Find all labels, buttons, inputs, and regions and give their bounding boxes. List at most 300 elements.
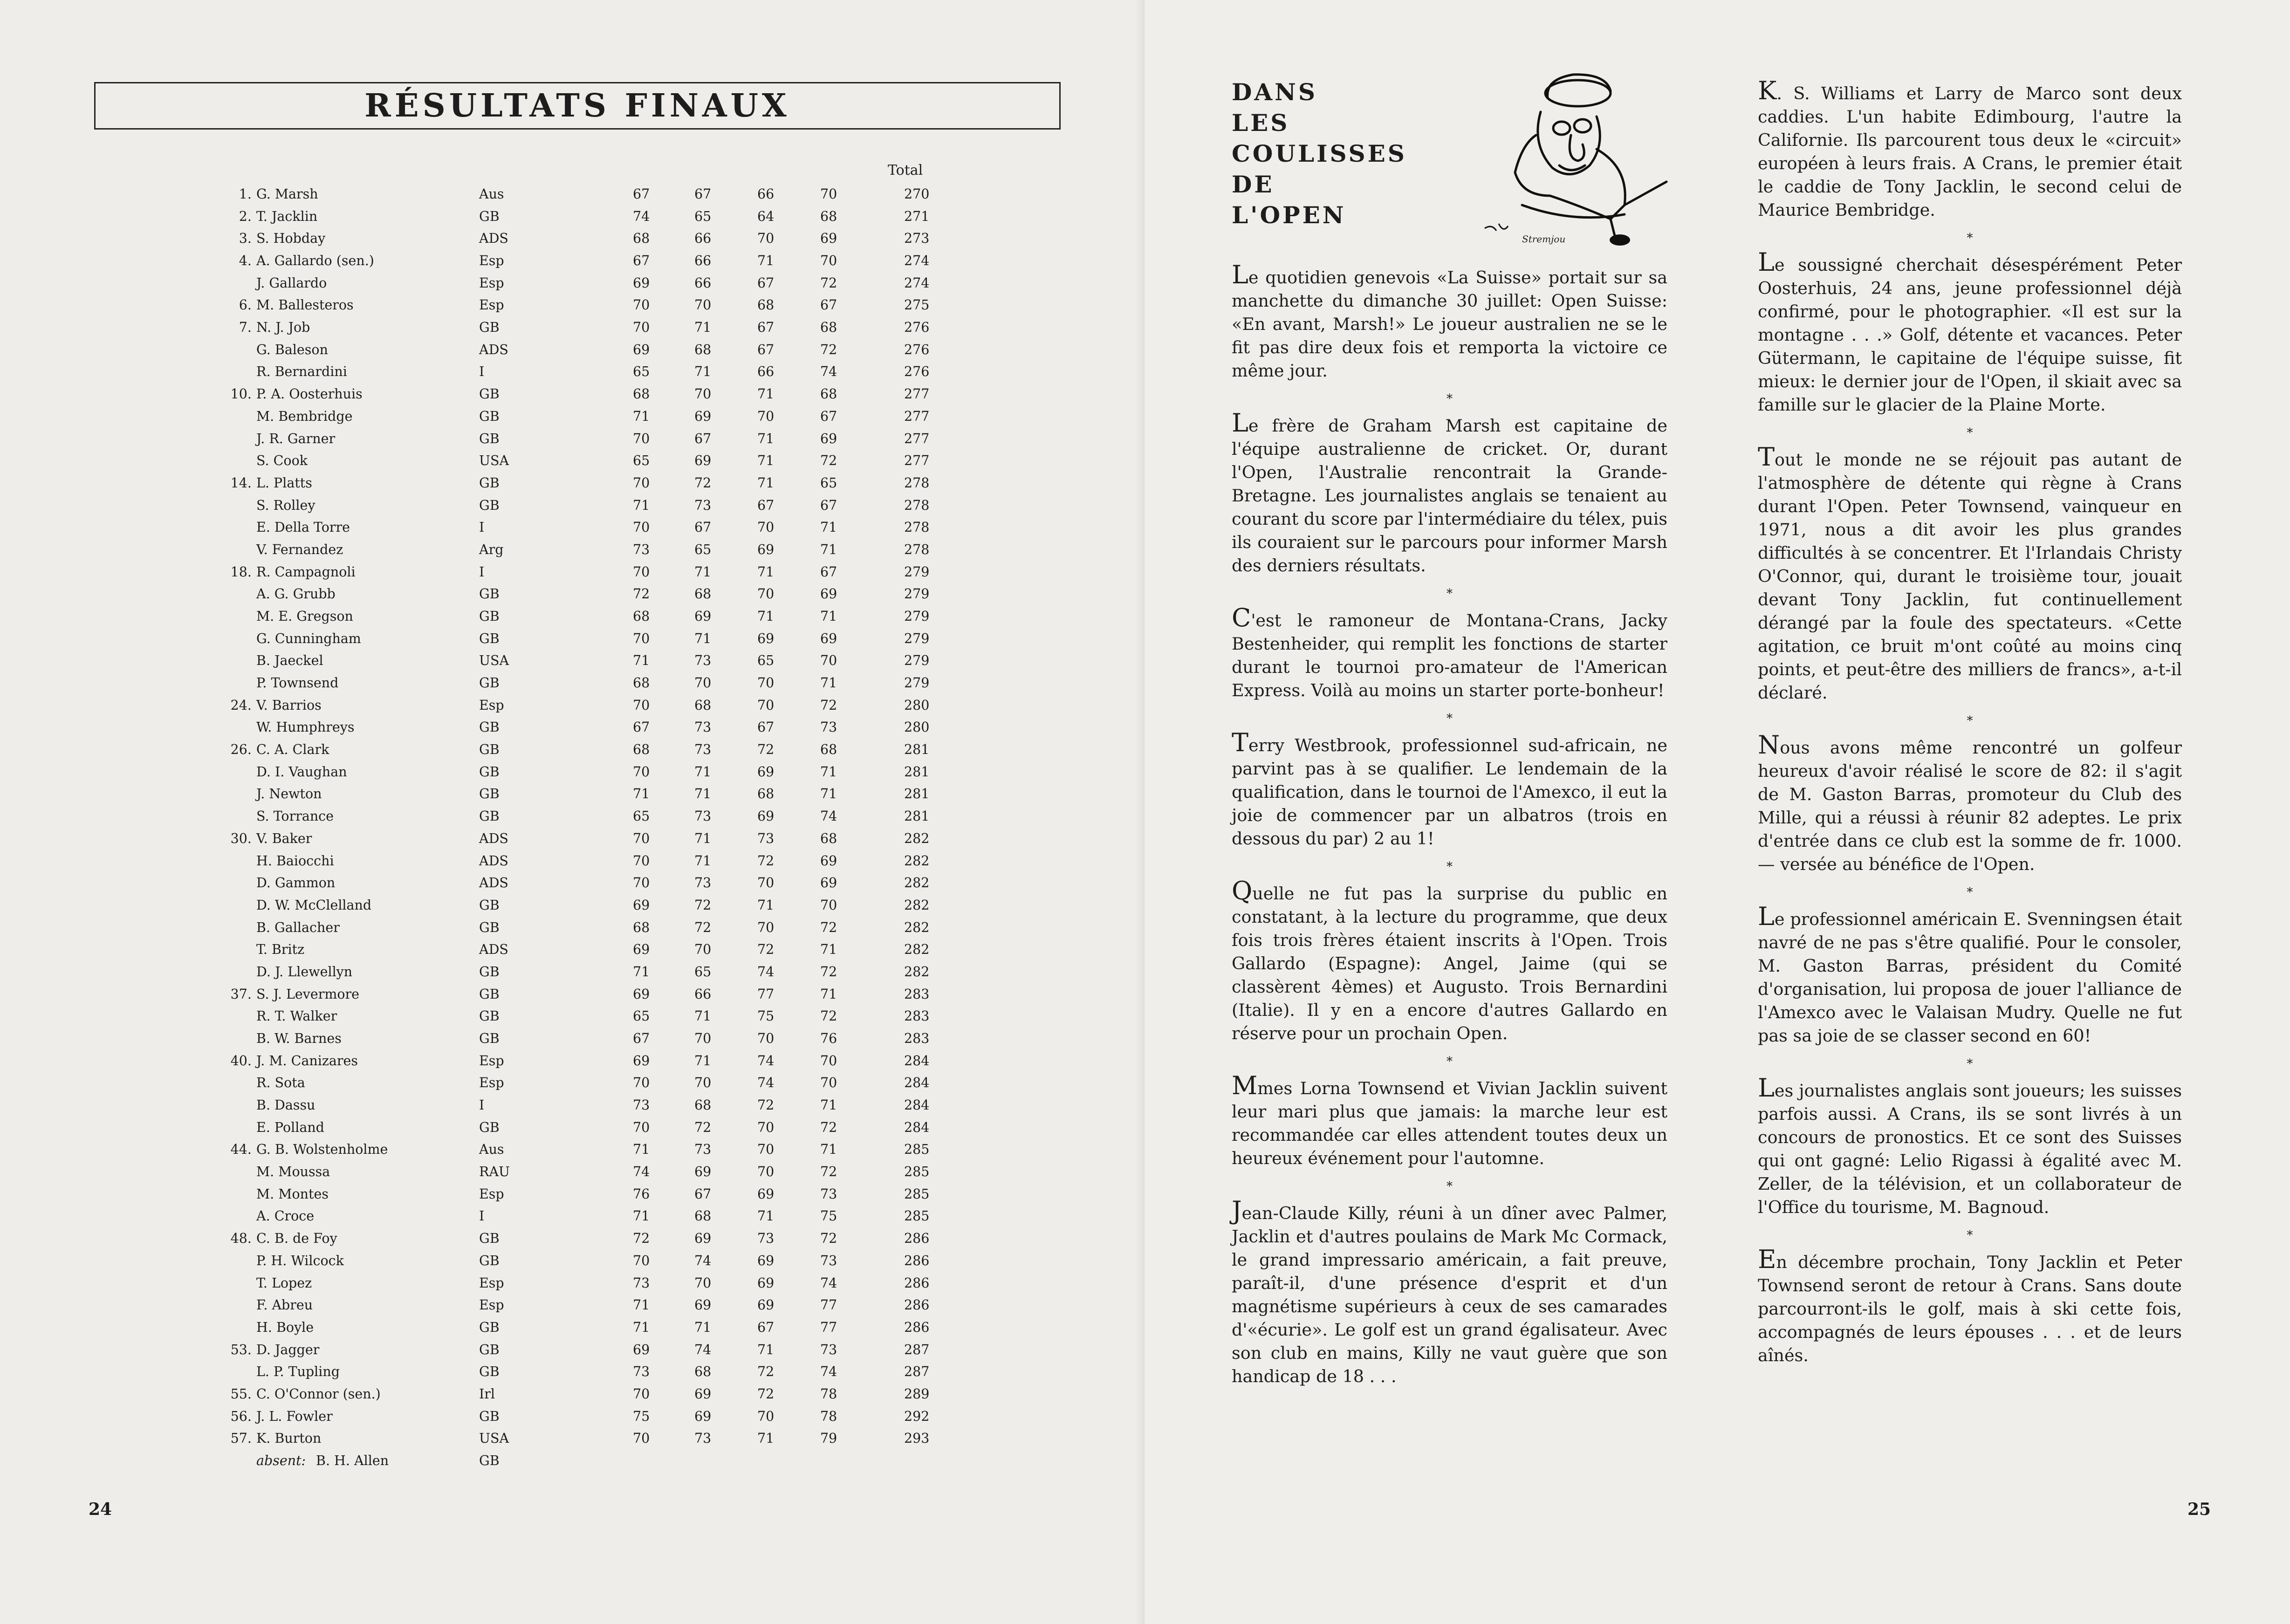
results-cell-total: 284 [904, 1053, 930, 1069]
results-cell-r4: 76 [820, 1031, 837, 1046]
results-cell-r4: 77 [820, 1319, 837, 1335]
results-cell-total: 278 [904, 520, 930, 535]
paragraph-initial: L [1232, 260, 1248, 289]
results-cell-country: GB [479, 986, 500, 1002]
paragraph-initial: K [1758, 76, 1777, 105]
results-cell-name: L. Platts [256, 475, 312, 491]
results-cell-r2: 71 [694, 1008, 712, 1024]
results-cell-r4: 70 [820, 186, 837, 202]
results-cell-r1: 71 [633, 653, 650, 669]
results-cell-r1: 69 [633, 1053, 650, 1069]
paragraph-text: uelle ne fut pas la surprise du public en constatant, à la lecture du programme, que deux fois trois frères étaient inscrits à l'Open. Trois Gallardo (Espagne): Angel, Jaime (qui se classèrent 4èmes) et Augusto. Trois Bernardini (Italie). Il y en a encore d'autres Gallardo en réserve pour un prochain Open. [1232, 884, 1667, 1043]
results-cell-r3: 72 [757, 1364, 775, 1380]
paragraph-text: mes Lorna Townsend et Vivian Jacklin suivent leur mari plus que jamais: la marche leur est recommandée car elles attendent toutes deux un heureux événement pour l'automne. [1232, 1078, 1667, 1168]
results-cell-r3: 71 [757, 897, 775, 913]
article-column-right [1758, 76, 2182, 1376]
results-cell-r2: 73 [694, 742, 712, 758]
results-cell-r2: 68 [694, 586, 712, 602]
results-cell-total: 277 [904, 431, 930, 446]
results-cell-name: G. Baleson [256, 342, 328, 357]
results-cell-country: GB [479, 475, 500, 491]
results-cell-r2: 69 [694, 408, 712, 424]
results-cell-r3: 71 [757, 564, 775, 580]
separator-star: * [1967, 885, 1973, 899]
results-cell-r3: 70 [757, 520, 775, 535]
results-cell-r4: 71 [820, 1142, 837, 1158]
results-cell-r4: 72 [820, 964, 837, 980]
results-cell-r3: 69 [757, 1275, 775, 1291]
results-cell-total: 286 [904, 1231, 930, 1247]
results-cell-country: Esp [479, 1075, 504, 1091]
results-cell-r1: 65 [633, 809, 650, 824]
results-cell-name: R. Campagnoli [256, 564, 356, 580]
results-cell-r4: 67 [820, 497, 837, 513]
results-cell-country: ADS [479, 875, 508, 891]
results-cell-name: M. Montes [256, 1186, 329, 1202]
paragraph-initial: M [1232, 1071, 1258, 1100]
results-cell-r2: 71 [694, 564, 712, 580]
results-cell-total: 279 [904, 586, 930, 602]
results-cell-r1: 71 [633, 964, 650, 980]
results-cell-r4: 68 [820, 742, 837, 758]
article-paragraph [1232, 1196, 1667, 1388]
results-cell-country: GB [479, 1319, 500, 1335]
results-cell-country: I [479, 520, 485, 535]
results-cell-r1: 72 [633, 1231, 650, 1247]
results-cell-r2: 70 [694, 1075, 712, 1091]
results-cell-country: GB [479, 1342, 500, 1357]
results-cell-name: S. Cook [256, 453, 308, 469]
results-cell-total: 276 [904, 342, 930, 357]
results-cell-r2: 67 [694, 186, 712, 202]
results-cell-country: GB [479, 497, 500, 513]
results-cell-total: 276 [904, 320, 930, 336]
results-cell-total: 284 [904, 1075, 930, 1091]
results-cell-r1: 65 [633, 453, 650, 469]
results-cell-country: Aus [479, 186, 504, 202]
results-cell-r2: 69 [694, 1386, 712, 1402]
results-cell-country: USA [479, 653, 509, 669]
results-cell-r2: 73 [694, 1431, 712, 1446]
results-cell-country: Esp [479, 275, 504, 291]
results-cell-name: T. Lopez [256, 1275, 312, 1291]
results-cell-r3: 67 [757, 342, 775, 357]
results-cell-name: C. A. Clark [256, 742, 329, 758]
results-cell-name: G. Cunningham [256, 630, 361, 646]
results-cell-country: GB [479, 1364, 500, 1380]
section-title-line: DE [1232, 171, 1275, 198]
results-cell-r3: 67 [757, 320, 775, 336]
separator-star: * [1967, 426, 1973, 440]
results-cell-total: 275 [904, 297, 930, 313]
separator-star: * [1967, 231, 1973, 245]
results-cell-r3: 71 [757, 609, 775, 624]
results-cell-r3: 70 [757, 1142, 775, 1158]
results-cell-r4: 67 [820, 297, 837, 313]
results-cell-total: 286 [904, 1297, 930, 1313]
results-cell-country: GB [479, 1119, 500, 1135]
results-cell-country: Esp [479, 697, 504, 713]
results-cell-r1: 72 [633, 586, 650, 602]
absent-name: B. H. Allen [316, 1453, 389, 1468]
results-cell-r1: 73 [633, 1364, 650, 1380]
results-cell-r1: 68 [633, 919, 650, 935]
results-cell-r3: 70 [757, 697, 775, 713]
results-cell-r4: 74 [820, 364, 837, 380]
results-cell-r4: 72 [820, 453, 837, 469]
results-cell-name: R. T. Walker [256, 1008, 337, 1024]
paragraph-text: erry Westbrook, professionnel sud-africain, ne parvint pas à se qualifier. Le lendemain de la qualification, dans le tournoi de l'Amexco, il eut la joie de commencer par un albatros (trois en dessous du par) 2 au 1! [1232, 735, 1667, 849]
total-column-header: Total [888, 162, 923, 178]
results-cell-r4: 73 [820, 1342, 837, 1357]
results-cell-r1: 70 [633, 520, 650, 535]
results-cell-r2: 73 [694, 497, 712, 513]
results-cell-total: 279 [904, 630, 930, 646]
results-cell-r1: 68 [633, 675, 650, 691]
results-cell-r3: 70 [757, 1408, 775, 1424]
results-cell-total: 279 [904, 653, 930, 669]
article-paragraph [1758, 247, 2182, 417]
results-cell-total: 282 [904, 853, 930, 869]
article-column-middle [1232, 260, 1667, 1397]
results-cell-name: V. Baker [256, 830, 312, 846]
results-cell-r1: 69 [633, 897, 650, 913]
section-title-line: DANS [1232, 78, 1317, 106]
results-cell-r1: 70 [633, 320, 650, 336]
results-cell-name: A. Gallardo (sen.) [256, 253, 374, 269]
article-paragraph [1758, 1073, 2182, 1219]
results-cell-name: B. W. Barnes [256, 1031, 342, 1046]
results-cell-r4: 71 [820, 1097, 837, 1113]
article-paragraph [1758, 1245, 2182, 1367]
results-cell-r3: 68 [757, 786, 775, 802]
results-cell-r3: 73 [757, 1231, 775, 1247]
results-cell-r1: 74 [633, 208, 650, 224]
results-cell-r3: 70 [757, 1164, 775, 1180]
results-cell-r1: 70 [633, 875, 650, 891]
results-cell-r3: 66 [757, 186, 775, 202]
results-cell-r3: 64 [757, 208, 775, 224]
separator-star: * [1447, 860, 1453, 874]
paragraph-text: n décembre prochain, Tony Jacklin et Peter Townsend seront de retour à Crans. Sans doute parcourront-ils le golf, mais à ski cette fois, accompagnés de leurs épouses . . . et de leurs aînés. [1758, 1252, 2182, 1365]
results-cell-name: D. Gammon [256, 875, 336, 891]
results-cell-r1: 70 [633, 564, 650, 580]
results-cell-r4: 69 [820, 853, 837, 869]
results-cell-name: P. A. Oosterhuis [256, 386, 363, 402]
results-cell-r3: 72 [757, 742, 775, 758]
results-cell-r3: 69 [757, 1297, 775, 1313]
paragraph-text: . S. Williams et Larry de Marco sont deux caddies. L'un habite Edimbourg, l'autre la Californie. Ils parcourent tous deux le «circuit» européen à leurs frais. A Crans, le premier était le caddie de Tony Jacklin, le second celui de Maurice Bembridge. [1758, 83, 2182, 220]
results-cell-r3: 74 [757, 964, 775, 980]
illustration-signature: Stremjou [1522, 233, 1566, 245]
results-cell-name: R. Bernardini [256, 364, 347, 380]
results-cell-name: B. Dassu [256, 1097, 315, 1113]
results-cell-r1: 73 [633, 1275, 650, 1291]
results-cell-r1: 70 [633, 630, 650, 646]
results-cell-country: Esp [479, 1186, 504, 1202]
results-cell-total: 279 [904, 564, 930, 580]
results-cell-total: 281 [904, 764, 930, 780]
results-cell-r4: 69 [820, 586, 837, 602]
results-cell-country: USA [479, 1431, 509, 1446]
results-cell-r2: 73 [694, 653, 712, 669]
results-cell-r4: 65 [820, 475, 837, 491]
results-cell-r2: 74 [694, 1342, 712, 1357]
results-cell-r1: 68 [633, 231, 650, 247]
article-paragraph [1232, 728, 1667, 850]
results-cell-r1: 70 [633, 853, 650, 869]
results-cell-r4: 72 [820, 1119, 837, 1135]
results-cell-r3: 69 [757, 809, 775, 824]
section-title-line: L'OPEN [1232, 201, 1346, 229]
results-cell-name: J. R. Garner [256, 431, 336, 446]
results-cell-name: K. Burton [256, 1431, 322, 1446]
article-paragraph [1758, 902, 2182, 1048]
results-cell-r1: 71 [633, 786, 650, 802]
results-cell-r2: 72 [694, 475, 712, 491]
results-cell-country: GB [479, 1253, 500, 1268]
results-cell-r4: 70 [820, 897, 837, 913]
results-cell-r3: 71 [757, 386, 775, 402]
results-cell-country: GB [479, 786, 500, 802]
results-cell-country: I [479, 564, 485, 580]
results-cell-total: 289 [904, 1386, 930, 1402]
results-cell-r1: 70 [633, 764, 650, 780]
results-cell-r4: 67 [820, 564, 837, 580]
results-cell-r1: 69 [633, 342, 650, 357]
results-cell-r3: 74 [757, 1075, 775, 1091]
results-cell-r3: 69 [757, 764, 775, 780]
results-cell-r1: 76 [633, 1186, 650, 1202]
separator-star: * [1967, 714, 1973, 728]
results-cell-country: GB [479, 675, 500, 691]
results-cell-total: 293 [904, 1431, 930, 1446]
results-cell-r2: 65 [694, 208, 712, 224]
results-cell-r4: 75 [820, 1208, 837, 1224]
results-cell-name: A. Croce [256, 1208, 315, 1224]
results-cell-total: 280 [904, 697, 930, 713]
results-cell-rank: 44. [230, 1142, 252, 1158]
results-cell-rank: 18. [230, 564, 252, 580]
results-cell-country: GB [479, 609, 500, 624]
results-cell-r2: 67 [694, 520, 712, 535]
paragraph-initial: T [1232, 728, 1249, 757]
results-cell-r4: 72 [820, 919, 837, 935]
separator-star: * [1447, 1179, 1453, 1193]
results-cell-total: 280 [904, 719, 930, 735]
paragraph-initial: N [1758, 730, 1780, 760]
separator-star: * [1447, 392, 1453, 406]
results-cell-r4: 73 [820, 1186, 837, 1202]
results-cell-r3: 69 [757, 541, 775, 557]
results-title: RÉSULTATS FINAUX [94, 82, 1061, 130]
results-cell-country: GB [479, 630, 500, 646]
results-cell-total: 278 [904, 475, 930, 491]
results-cell-r4: 71 [820, 675, 837, 691]
article-paragraph [1232, 603, 1667, 702]
results-cell-r2: 67 [694, 1186, 712, 1202]
results-cell-r2: 72 [694, 897, 712, 913]
right-page [1145, 0, 2290, 1624]
results-cell-country: I [479, 364, 485, 380]
results-cell-name: D. I. Vaughan [256, 764, 347, 780]
separator-star: * [1447, 587, 1453, 601]
results-cell-total: 284 [904, 1097, 930, 1113]
results-cell-name: P. H. Wilcock [256, 1253, 344, 1268]
article-paragraph [1232, 876, 1667, 1045]
results-cell-r2: 71 [694, 764, 712, 780]
results-cell-country: GB [479, 897, 500, 913]
results-cell-name: S. J. Levermore [256, 986, 360, 1002]
results-cell-name: L. P. Tupling [256, 1364, 340, 1380]
results-cell-r1: 67 [633, 1031, 650, 1046]
results-cell-name: M. Bembridge [256, 408, 353, 424]
results-cell-country: GB [479, 386, 500, 402]
results-cell-total: 274 [904, 275, 930, 291]
results-cell-r2: 69 [694, 1408, 712, 1424]
results-cell-r4: 71 [820, 541, 837, 557]
article-paragraph [1232, 408, 1667, 577]
paragraph-initial: C [1232, 603, 1251, 632]
results-cell-name: M. Ballesteros [256, 297, 354, 313]
results-cell-r3: 68 [757, 297, 775, 313]
results-cell-r4: 68 [820, 320, 837, 336]
paragraph-initial: J [1232, 1196, 1242, 1225]
results-cell-name: H. Boyle [256, 1319, 314, 1335]
results-cell-r2: 70 [694, 1031, 712, 1046]
results-cell-r4: 77 [820, 1297, 837, 1313]
results-cell-r2: 73 [694, 719, 712, 735]
results-cell-r4: 70 [820, 653, 837, 669]
results-cell-rank: 57. [230, 1431, 252, 1446]
paragraph-text: ous avons même rencontré un golfeur heureux d'avoir réalisé le score de 82: il s'agit de M. Gaston Barras, promoteur du Club des Mille, qui a réussi à réunir 82 adeptes. Le prix d'entrée dans ce club est la somme de fr. 1000.— versée au bénéfice de l'Open. [1758, 738, 2182, 874]
results-cell-rank: 6. [239, 297, 252, 313]
results-cell-r1: 70 [633, 697, 650, 713]
results-cell-name: S. Rolley [256, 497, 315, 513]
results-cell-rank: 14. [230, 475, 252, 491]
results-cell-name: D. J. Llewellyn [256, 964, 353, 980]
results-cell-country: I [479, 1208, 485, 1224]
results-cell-r2: 66 [694, 253, 712, 269]
results-cell-total: 276 [904, 364, 930, 380]
results-cell-country: GB [479, 719, 500, 735]
results-cell-country: Esp [479, 253, 504, 269]
results-cell-r1: 69 [633, 986, 650, 1002]
results-cell-name: T. Jacklin [256, 208, 318, 224]
section-title-line: LES [1232, 109, 1290, 137]
results-cell-total: 285 [904, 1142, 930, 1158]
results-cell-country: USA [479, 453, 509, 469]
results-cell-rank: 10. [230, 386, 252, 402]
results-cell-r1: 67 [633, 719, 650, 735]
separator-star: * [1447, 1055, 1453, 1069]
results-cell-r1: 73 [633, 1097, 650, 1113]
results-cell-r4: 69 [820, 875, 837, 891]
results-cell-total: 284 [904, 1119, 930, 1135]
paragraph-initial: E [1758, 1245, 1776, 1274]
results-cell-r3: 69 [757, 630, 775, 646]
results-cell-r2: 68 [694, 1097, 712, 1113]
results-cell-total: 274 [904, 253, 930, 269]
results-cell-r2: 71 [694, 786, 712, 802]
results-cell-r4: 74 [820, 1275, 837, 1291]
results-cell-r1: 69 [633, 275, 650, 291]
results-cell-total: 282 [904, 942, 930, 958]
results-cell-r2: 65 [694, 541, 712, 557]
results-cell-name: E. Polland [256, 1119, 324, 1135]
paragraph-initial: Q [1232, 876, 1253, 905]
results-cell-r2: 70 [694, 942, 712, 958]
results-cell-r1: 67 [633, 253, 650, 269]
results-cell-r3: 70 [757, 675, 775, 691]
results-cell-r3: 75 [757, 1008, 775, 1024]
results-cell-rank: 53. [230, 1342, 252, 1357]
results-cell-country: ADS [479, 830, 508, 846]
paragraph-text: e soussigné cherchait désespérément Peter Oosterhuis, 24 ans, jeune professionnel déjà confirmé, pour le photographier. «Il est sur la montagne . . .» Golf, détente et vacances. Peter Gütermann, le capitaine de l'équipe suisse, fit mieux: le dernier jour de l'Open, il skiait avec sa famille sur le glacier de la Plaine Morte. [1758, 255, 2182, 415]
article-paragraph [1232, 1071, 1667, 1170]
results-cell-name: C. B. de Foy [256, 1231, 337, 1247]
results-cell-total: 285 [904, 1164, 930, 1180]
results-cell-rank: 37. [230, 986, 252, 1002]
results-cell-r2: 70 [694, 1275, 712, 1291]
results-cell-r3: 66 [757, 364, 775, 380]
results-cell-country: Esp [479, 1297, 504, 1313]
results-cell-country: ADS [479, 942, 508, 958]
results-cell-r2: 68 [694, 1364, 712, 1380]
results-cell-r4: 72 [820, 1008, 837, 1024]
results-cell-rank: 24. [230, 697, 252, 713]
results-cell-r2: 71 [694, 830, 712, 846]
results-cell-r4: 69 [820, 431, 837, 446]
results-cell-country: Arg [479, 541, 504, 557]
results-cell-rank: 26. [230, 742, 252, 758]
paragraph-initial: L [1758, 247, 1775, 277]
results-cell-r3: 71 [757, 431, 775, 446]
results-cell-total: 286 [904, 1253, 930, 1268]
paragraph-initial: L [1758, 1073, 1775, 1103]
results-cell-r3: 72 [757, 853, 775, 869]
paragraph-text: out le monde ne se réjouit pas autant de l'atmosphère de détente qui règne à Crans durant l'Open. Peter Townsend, vainqueur en 1971, nous a dit avoir les plus grandes difficultés à se concentrer. Et l'Irlandais Christy O'Connor, qui, durant le troisième tour, jouait devant Tony Jacklin, fut continuellement dérangé par la foule des spectateurs. «Cette agitation, ce bruit m'ont coûté au moins cinq points, et peut-être des milliers de francs», a-t-il déclaré. [1758, 450, 2182, 703]
results-cell-r2: 69 [694, 1164, 712, 1180]
results-cell-r3: 70 [757, 586, 775, 602]
results-cell-r4: 68 [820, 208, 837, 224]
results-cell-r4: 72 [820, 275, 837, 291]
results-cell-r2: 71 [694, 1053, 712, 1069]
absent-label: absent: [256, 1453, 306, 1468]
results-cell-name: B. Jaeckel [256, 653, 323, 669]
results-cell-country: GB [479, 1231, 500, 1247]
results-cell-r4: 79 [820, 1431, 837, 1446]
results-cell-total: 277 [904, 408, 930, 424]
results-cell-total: 281 [904, 786, 930, 802]
results-cell-r4: 71 [820, 986, 837, 1002]
results-cell-total: 271 [904, 208, 930, 224]
results-cell-r1: 71 [633, 1297, 650, 1313]
results-cell-r3: 70 [757, 919, 775, 935]
results-cell-r1: 67 [633, 186, 650, 202]
section-title [1232, 77, 1407, 231]
results-cell-r3: 70 [757, 875, 775, 891]
results-cell-r2: 73 [694, 809, 712, 824]
results-cell-r1: 71 [633, 497, 650, 513]
results-cell-rank: 48. [230, 1231, 252, 1247]
results-cell-country: Esp [479, 1275, 504, 1291]
results-cell-name: W. Humphreys [256, 719, 355, 735]
results-cell-r1: 73 [633, 541, 650, 557]
absent-country: GB [479, 1453, 500, 1468]
results-cell-r3: 74 [757, 1053, 775, 1069]
paragraph-initial: T [1758, 442, 1775, 472]
